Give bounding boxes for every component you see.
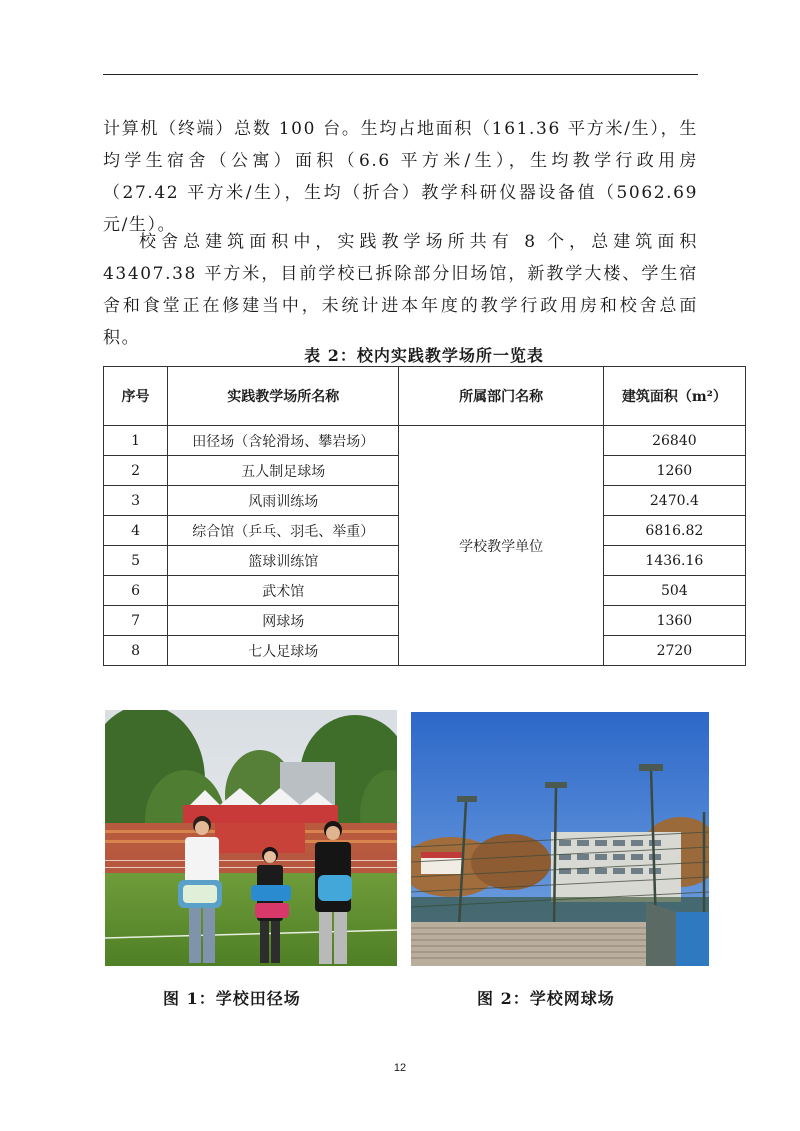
cell-no: 3	[104, 486, 168, 516]
figure-2-caption: 图 2：学校网球场	[477, 989, 615, 1008]
tennis-court-photo	[411, 712, 709, 966]
cell-area: 2470.4	[603, 486, 745, 516]
cell-area: 1436.16	[603, 546, 745, 576]
cell-area: 6816.82	[603, 516, 745, 546]
cell-name: 七人足球场	[168, 636, 399, 666]
cell-no: 4	[104, 516, 168, 546]
cell-name: 田径场（含轮滑场、攀岩场）	[168, 426, 399, 456]
cell-name: 网球场	[168, 606, 399, 636]
cell-name: 篮球训练馆	[168, 546, 399, 576]
table-caption: 表 2：校内实践教学场所一览表	[304, 346, 544, 365]
header-rule	[103, 74, 698, 75]
cell-no: 7	[104, 606, 168, 636]
cell-name: 风雨训练场	[168, 486, 399, 516]
cell-name: 武术馆	[168, 576, 399, 606]
paragraph-2: 校舍总建筑面积中，实践教学场所共有 8 个，总建筑面积 43407.38 平方米，目前学校已拆除部分旧场馆，新教学大楼、学生宿舍和食堂正在修建当中，未统计进本年度的教学行政用房和校舍总面积。	[103, 232, 698, 348]
cell-name: 综合馆（乒乓、羽毛、举重）	[168, 516, 399, 546]
cell-area: 1260	[603, 456, 745, 486]
cell-area: 1360	[603, 606, 745, 636]
header-area: 建筑面积（m²）	[603, 367, 745, 426]
cell-no: 1	[104, 426, 168, 456]
table-row	[104, 426, 746, 456]
cell-no: 2	[104, 456, 168, 486]
header-name: 实践教学场所名称	[168, 367, 399, 426]
table-header-row	[104, 367, 746, 426]
page-number: 12	[393, 1062, 407, 1074]
figure-1-caption: 图 1：学校田径场	[163, 989, 301, 1008]
paragraph-1: 计算机（终端）总数 100 台。生均占地面积（161.36 平方米/生），生均学生宿舍（公寓）面积（6.6 平方米/生），生均教学行政用房（27.42 平方米/生），生均（折合）教学科研仪器设备值（5062.69 元/生）。	[103, 119, 698, 235]
header-no: 序号	[104, 367, 168, 426]
cell-area: 504	[603, 576, 745, 606]
track-field-photo	[105, 710, 397, 966]
header-dept: 所属部门名称	[399, 367, 603, 426]
cell-department: 学校教学单位	[399, 426, 603, 666]
cell-area: 2720	[603, 636, 745, 666]
cell-area: 26840	[603, 426, 745, 456]
cell-name: 五人制足球场	[168, 456, 399, 486]
cell-no: 5	[104, 546, 168, 576]
cell-no: 6	[104, 576, 168, 606]
practice-venues-table	[103, 366, 746, 666]
cell-no: 8	[104, 636, 168, 666]
